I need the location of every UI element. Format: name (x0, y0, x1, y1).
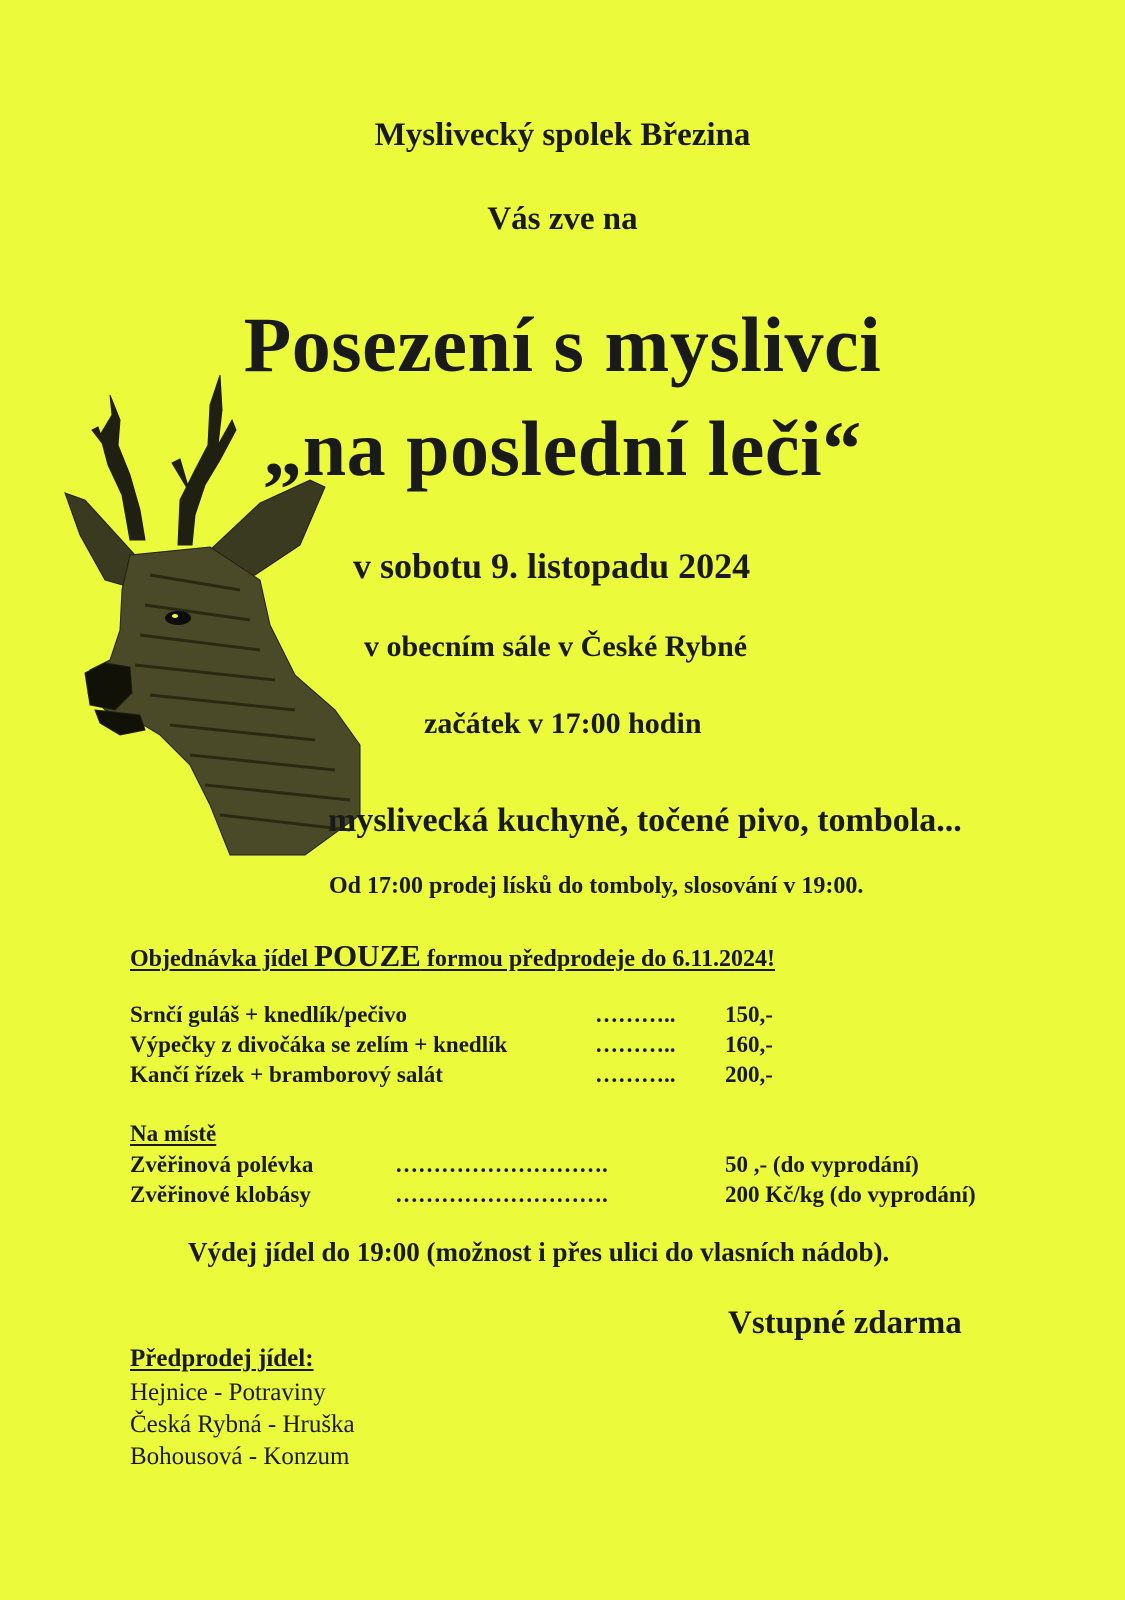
order-heading-post: formou předprodeje do 6.11.2024! (420, 946, 776, 972)
deer-eye (165, 611, 191, 625)
menu-item-dots: ……….. (595, 1032, 676, 1057)
presale-place: Hejnice - Potraviny (130, 1379, 326, 1406)
order-heading-emphasis: POUZE (314, 938, 421, 973)
entry-fee: Vstupné zdarma (728, 1305, 962, 1341)
presale-place: Česká Rybná - Hruška (130, 1411, 355, 1438)
onsite-item-dots: ………………………. (395, 1152, 608, 1177)
menu-item-dots: ……….. (595, 1062, 676, 1087)
pickup-info: Výdej jídel do 19:00 (možnost i přes ulici do vlasních nádob). (188, 1237, 890, 1267)
event-date: v sobotu 9. listopadu 2024 (353, 546, 751, 586)
presale-place: Bohousová - Konzum (130, 1443, 350, 1470)
tombola-info: Od 17:00 prodej lísků do tomboly, slosování v 19:00. (329, 873, 864, 899)
menu-item-dots: ……….. (595, 1002, 676, 1027)
onsite-row (130, 1182, 1030, 1210)
onsite-item-name: Zvěřinové klobásy (130, 1182, 311, 1207)
invite-text: Vás zve na (487, 201, 638, 237)
onsite-item-name: Zvěřinová polévka (130, 1152, 314, 1177)
event-title-line1: Posezení s myslivci (243, 301, 882, 388)
onsite-item-price: 200 Kč/kg (do vyprodání) (725, 1182, 976, 1207)
menu-row (130, 1032, 790, 1060)
order-heading (130, 938, 775, 974)
menu-row (130, 1002, 790, 1030)
menu-item-price: 160,- (725, 1032, 773, 1057)
menu-item-price: 200,- (725, 1062, 773, 1087)
order-heading-pre: Objednávka jídel (130, 946, 315, 972)
menu-row (130, 1062, 790, 1090)
onsite-row (130, 1152, 1030, 1180)
onsite-heading: Na místě (130, 1121, 217, 1146)
menu-item-name: Srnčí guláš + knedlík/pečivo (130, 1002, 408, 1027)
menu-item-name: Výpečky z divočáka se zelím + knedlík (130, 1032, 508, 1057)
event-venue: v obecním sále v České Rybné (364, 630, 748, 663)
event-title-line2: „na poslední leči“ (263, 405, 862, 492)
presale-heading: Předprodej jídel: (130, 1345, 314, 1372)
onsite-item-dots: ………………………. (395, 1182, 608, 1207)
menu-item-price: 150,- (725, 1002, 773, 1027)
event-offer: myslivecká kuchyně, točené pivo, tombola... (328, 802, 962, 839)
organizer-name: Myslivecký spolek Březina (374, 117, 751, 153)
onsite-item-price: 50 ,- (do vyprodání) (725, 1152, 919, 1177)
menu-item-name: Kančí řízek + bramborový salát (130, 1062, 443, 1087)
event-start-time: začátek v 17:00 hodin (424, 707, 702, 740)
